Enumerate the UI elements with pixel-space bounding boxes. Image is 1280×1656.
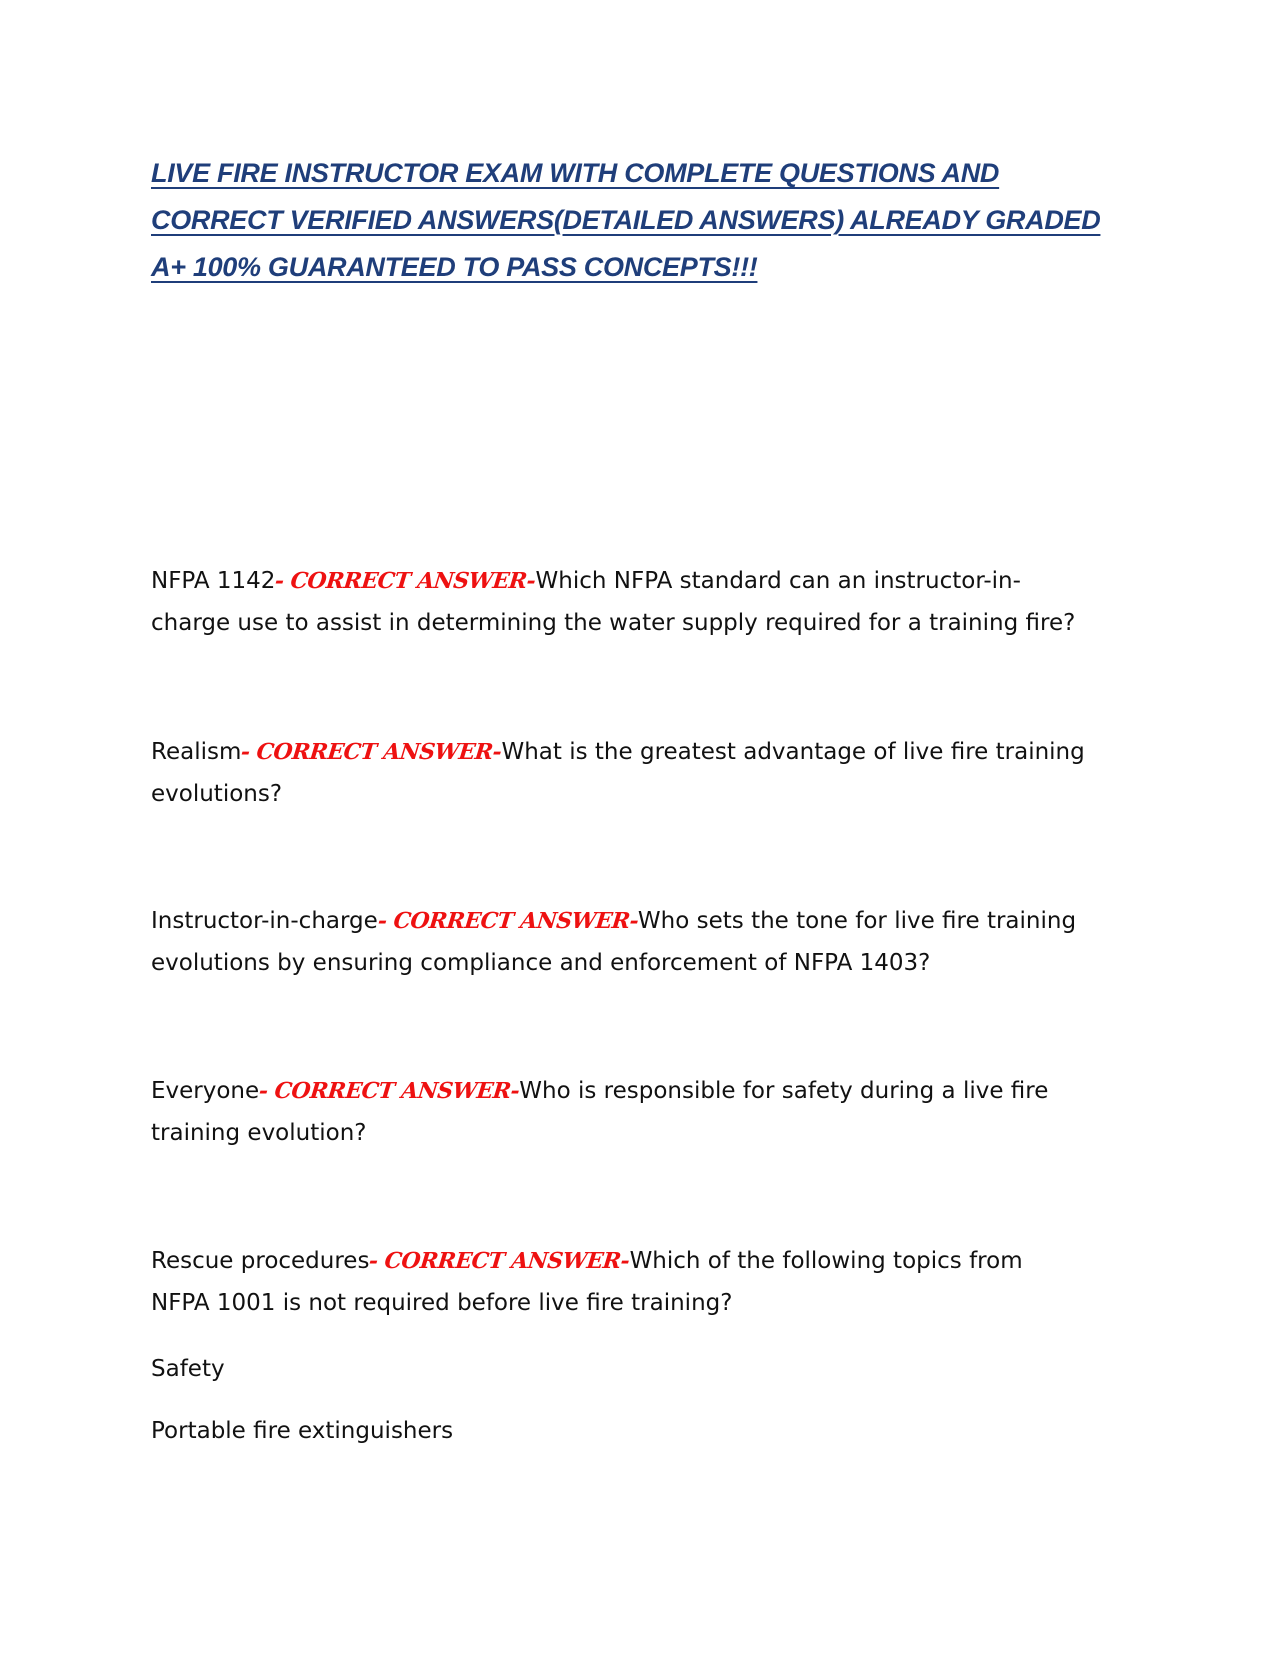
qa-first-line <box>151 1070 1141 1112</box>
title-line: LIVE FIRE INSTRUCTOR EXAM WITH COMPLETE QUESTIONS AND <box>151 158 1000 188</box>
question-text-continued: evolutions? <box>151 781 283 807</box>
answer-text: Everyone <box>151 1078 260 1104</box>
answer-text: Rescue procedures <box>151 1248 370 1274</box>
question-text-continued: evolutions by ensuring compliance and enforcement of NFPA 1403? <box>151 950 931 976</box>
answer-text: NFPA 1142 <box>151 568 276 594</box>
question-text: Which NFPA standard can an instructor-in- <box>535 568 1021 594</box>
correct-answer-marker: - CORRECT ANSWER- <box>240 739 503 765</box>
answer-text: Realism <box>151 739 242 765</box>
qa-entry <box>151 731 1141 815</box>
correct-answer-marker: - CORRECT ANSWER- <box>368 1248 631 1274</box>
correct-answer-marker: - CORRECT ANSWER- <box>257 1078 521 1104</box>
qa-entry <box>151 1070 1141 1154</box>
question-text: Which of the following topics from <box>629 1248 1023 1274</box>
question-text-continued: charge use to assist in determining the water supply required for a training fire? <box>151 610 1076 636</box>
option-item: Safety <box>151 1356 225 1382</box>
answer-text: Instructor-in-charge <box>151 908 378 934</box>
title-line: A+ 100% GUARANTEED TO PASS CONCEPTS!!! <box>151 252 758 282</box>
qa-entry <box>151 560 1141 644</box>
document-title <box>151 150 1131 291</box>
correct-answer-marker: - CORRECT ANSWER- <box>274 568 537 594</box>
qa-first-line <box>151 1240 1141 1282</box>
question-text-continued: NFPA 1001 is not required before live fire training? <box>151 1290 733 1316</box>
option-item: Portable fire extinguishers <box>151 1418 454 1444</box>
question-text-continued: training evolution? <box>151 1120 367 1146</box>
correct-answer-marker: - CORRECT ANSWER- <box>376 908 640 934</box>
title-line: CORRECT VERIFIED ANSWERS(DETAILED ANSWERS) ALREADY GRADED <box>151 205 1101 235</box>
question-text: What is the greatest advantage of live fire training <box>501 739 1085 765</box>
qa-entry <box>151 1240 1141 1324</box>
qa-first-line <box>151 900 1141 942</box>
qa-first-line <box>151 560 1141 602</box>
qa-entry <box>151 900 1141 984</box>
question-text: Who sets the tone for live fire training <box>637 908 1077 934</box>
qa-first-line <box>151 731 1141 773</box>
question-text: Who is responsible for safety during a live fire <box>519 1078 1049 1104</box>
